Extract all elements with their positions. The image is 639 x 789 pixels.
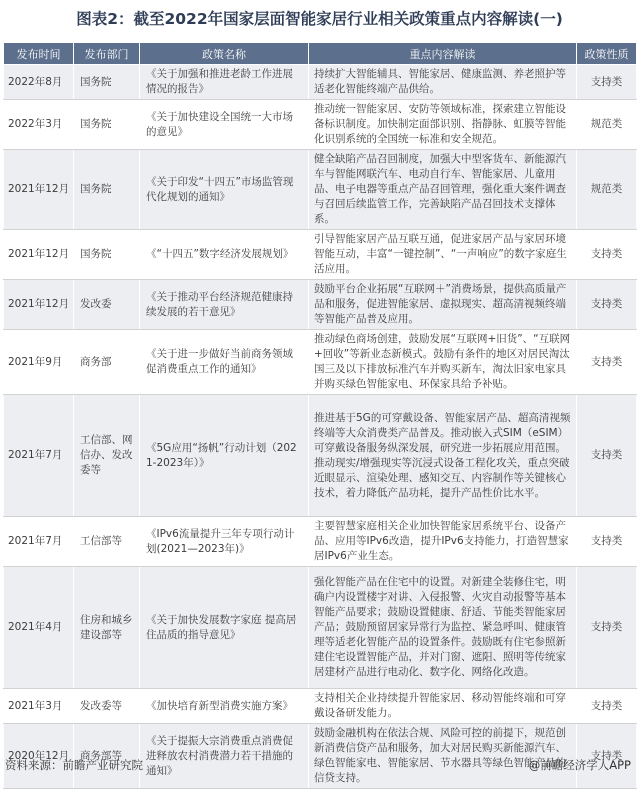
cell-department: 住房和城乡建设部等 <box>74 567 140 689</box>
table-row <box>4 395 637 517</box>
cell-date: 2021年12月 <box>4 280 74 330</box>
table-row <box>4 689 637 724</box>
cell-policy-nature: 规范类 <box>577 150 637 230</box>
table-row <box>4 230 637 280</box>
table-header-row <box>4 43 637 65</box>
cell-policy-nature: 支持类 <box>577 230 637 280</box>
table-row <box>4 330 637 395</box>
cell-key-content: 支持相关企业持续提升智能家居、移动智能终端和可穿戴设备研发能力。 <box>309 689 577 724</box>
policy-table <box>3 42 637 789</box>
cell-key-content: 鼓励金融机构在依法合规、风险可控的前提下，规范创新消费信贷产品和服务，加大对居民购买新能源汽车、绿色智能家电、智能家居、节水器具等绿色智能产品的信贷支持。 <box>309 724 577 789</box>
cell-date: 2021年7月 <box>4 517 74 567</box>
cell-key-content: 健全缺陷产品召回制度，加强大中型客货车、新能源汽车与智能网联汽车、电动自行车、智能家居、儿童用品、电子电器等重点产品召回管理，强化重大案件调查与召回后续监管工作，完善缺陷产品召回技术支撑体系。 <box>309 150 577 230</box>
cell-policy-nature: 支持类 <box>577 689 637 724</box>
table-row <box>4 150 637 230</box>
header-policy-name: 政策名称 <box>140 43 309 65</box>
cell-policy-nature: 支持类 <box>577 395 637 517</box>
cell-date: 2021年12月 <box>4 150 74 230</box>
cell-department: 发改委 <box>74 280 140 330</box>
cell-date: 2022年8月 <box>4 65 74 100</box>
cell-policy-name: 《关于进一步做好当前商务领域促消费重点工作的通知》 <box>140 330 309 395</box>
cell-department: 发改委等 <box>74 689 140 724</box>
cell-date: 2021年4月 <box>4 567 74 689</box>
chart-title: 图表2：截至2022年国家层面智能家居行业相关政策重点内容解读(一) <box>76 10 563 28</box>
cell-date: 2021年12月 <box>4 230 74 280</box>
cell-policy-name: 《关于提振大宗消费重点消费促进释放农村消费潜力若干措施的通知》 <box>140 724 309 789</box>
header-department: 发布部门 <box>74 43 140 65</box>
cell-policy-nature: 支持类 <box>577 724 637 789</box>
table-body <box>4 65 637 789</box>
cell-policy-name: 《关于推动平台经济规范健康持续发展的若干意见》 <box>140 280 309 330</box>
cell-policy-nature: 支持类 <box>577 567 637 689</box>
cell-policy-nature: 支持类 <box>577 280 637 330</box>
cell-department: 国务院 <box>74 150 140 230</box>
cell-date: 2021年3月 <box>4 689 74 724</box>
cell-date: 2020年12月 <box>4 724 74 789</box>
cell-policy-nature: 规范类 <box>577 100 637 150</box>
cell-department: 国务院 <box>74 65 140 100</box>
cell-key-content: 鼓励平台企业拓展“互联网＋”消费场景，提供高质量产品和服务，促进智能家居、虚拟现实、超高清视频终端等智能产品普及应用。 <box>309 280 577 330</box>
cell-department: 工信部、网信办、发改委等 <box>74 395 140 517</box>
credit-watermark: @前瞻经济学人APP <box>528 758 631 772</box>
cell-policy-name: 《关于加快建设全国统一大市场的意见》 <box>140 100 309 150</box>
cell-department: 商务部 <box>74 330 140 395</box>
cell-department: 工信部等 <box>74 517 140 567</box>
cell-key-content: 推进基于5G的可穿戴设备、智能家居产品、超高清视频终端等大众消费类产品普及。推动嵌入式SIM（eSIM）可穿戴设备服务纵深发展，研究进一步拓展应用范围。推动现实/增强现实等沉浸式设备工程化攻关，重点突破近眼显示、渲染处理、感知交互、内容制作等关键核心技术，着力降低产品功耗，提升产品性价比水平。 <box>309 395 577 517</box>
source-note: 资料来源：前瞻产业研究院 <box>5 758 143 772</box>
cell-key-content: 推动统一智能家居、安防等领域标准，探索建立智能设备标识制度。加快制定面部识别、指静脉、虹膜等智能化识别系统的全国统一标准和安全规范。 <box>309 100 577 150</box>
table-row <box>4 567 637 689</box>
cell-policy-nature: 支持类 <box>577 65 637 100</box>
cell-date: 2021年7月 <box>4 395 74 517</box>
footer <box>0 757 639 779</box>
cell-key-content: 引导智能家居产品互联互通，促进家居产品与家居环境智能互动，丰富“一键控制”、“一声响应”的数字家庭生活应用。 <box>309 230 577 280</box>
header-policy-nature: 政策性质 <box>577 43 637 65</box>
cell-policy-name: 《关于加快发展数字家庭 提高居住品质的指导意见》 <box>140 567 309 689</box>
cell-department: 商务部等 <box>74 724 140 789</box>
table-row <box>4 517 637 567</box>
cell-policy-nature: 支持类 <box>577 330 637 395</box>
cell-department: 国务院 <box>74 100 140 150</box>
cell-key-content: 主要智慧家庭相关企业加快智能家居系统平台、设备产品、应用等IPv6改造，提升IPv6支持能力，打造智慧家居IPv6产业生态。 <box>309 517 577 567</box>
cell-policy-name: 《加快培育新型消费实施方案》 <box>140 689 309 724</box>
cell-key-content: 强化智能产品在住宅中的设置。对新建全装修住宅，明确户内设置楼宇对讲、入侵报警、火灾自动报警等基本智能产品要求；鼓励设置健康、舒适、节能类智能家居产品；鼓励预留居家异常行为监控、紧急呼叫、健康管理等适老化智能产品的设置条件。鼓励既有住宅参照新建住宅设置智能产品，并对门窗、遮阳、照明等传统家居建材产品进行电动化、数字化、网络化改造。 <box>309 567 577 689</box>
cell-date: 2021年9月 <box>4 330 74 395</box>
cell-policy-name: 《关于印发“十四五”市场监管现代化规划的通知》 <box>140 150 309 230</box>
cell-policy-name: 《关于加强和推进老龄工作进展情况的报告》 <box>140 65 309 100</box>
header-key-content: 重点内容解读 <box>309 43 577 65</box>
cell-key-content: 持续扩大智能辅具、智能家居、健康监测、养老照护等适老化智能终端产品供给。 <box>309 65 577 100</box>
table-row <box>4 280 637 330</box>
table-row <box>4 65 637 100</box>
cell-policy-name: 《5G应用“扬帆”行动计划（2021-2023年）》 <box>140 395 309 517</box>
cell-key-content: 推动绿色商场创建，鼓励发展“互联网+旧货”、“互联网+回收”等新业态新模式。鼓励有条件的地区对居民淘汰国三及以下排放标准汽车并购买新车，淘汰旧家电家具并购买绿色智能家电、环保家具给予补贴。 <box>309 330 577 395</box>
cell-policy-name: 《IPv6流量提升三年专项行动计划(2021—2023年)》 <box>140 517 309 567</box>
table-row <box>4 100 637 150</box>
cell-policy-nature: 支持类 <box>577 517 637 567</box>
cell-date: 2022年3月 <box>4 100 74 150</box>
header-date: 发布时间 <box>4 43 74 65</box>
cell-department: 国务院 <box>74 230 140 280</box>
cell-policy-name: 《“十四五”数字经济发展规划》 <box>140 230 309 280</box>
